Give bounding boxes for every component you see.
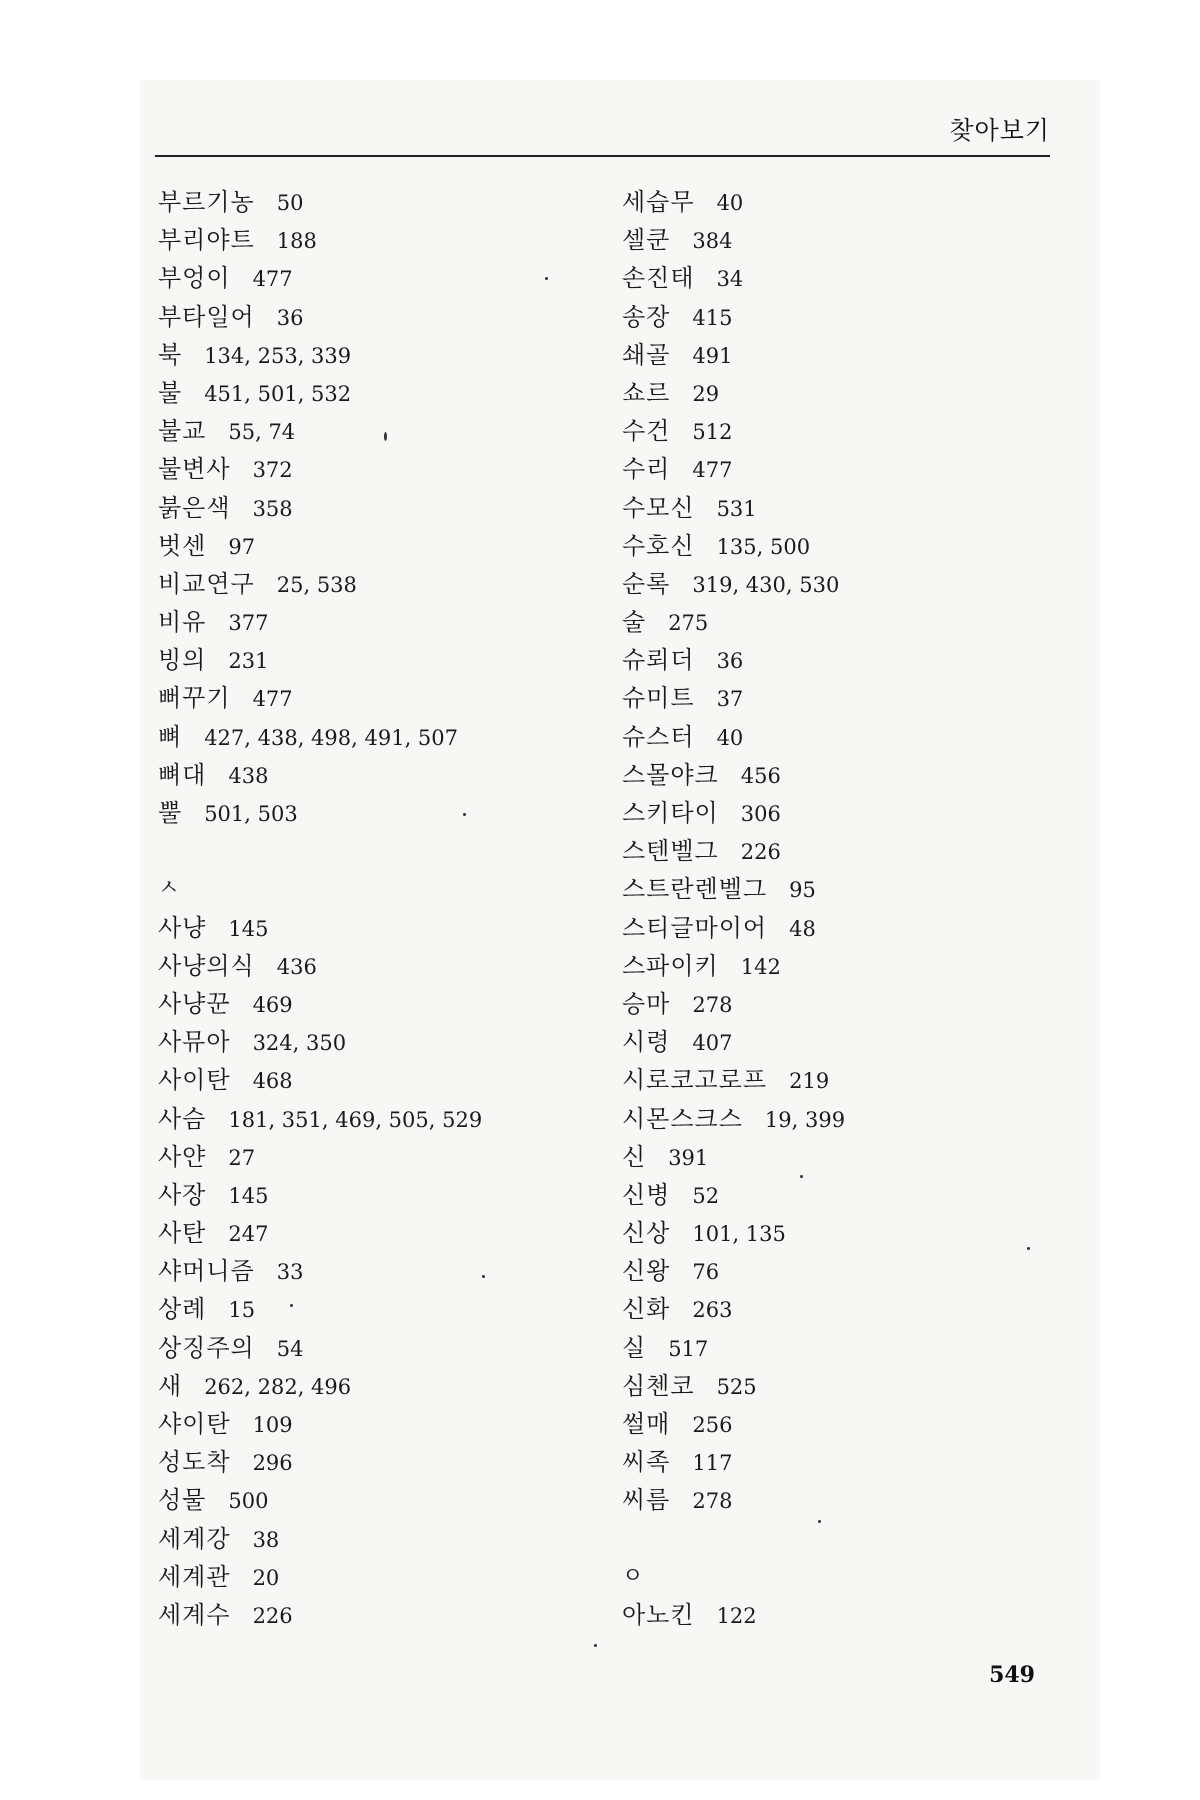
index-page-refs: 95: [789, 878, 816, 903]
index-term: 비유: [158, 608, 207, 637]
index-entry: [158, 1290, 608, 1328]
index-term: 상례: [158, 1295, 207, 1324]
index-page-refs: 517: [668, 1336, 709, 1361]
index-entry: [622, 1481, 1072, 1519]
index-entry: [158, 1367, 608, 1405]
index-page-refs: 358: [252, 496, 293, 521]
index-entry: [158, 1252, 608, 1290]
index-page-refs: 500: [228, 1489, 269, 1514]
index-entry: [622, 259, 1072, 297]
index-page-refs: 525: [716, 1374, 757, 1399]
index-term: 사뮤아: [158, 1028, 231, 1057]
index-term: 불변사: [158, 455, 231, 484]
index-term: 스파이키: [622, 951, 719, 980]
index-entry: [158, 221, 608, 259]
index-page-refs: 407: [692, 1031, 733, 1056]
index-page-refs: 117: [692, 1451, 733, 1476]
scan-speck: [463, 813, 466, 816]
index-entry: [158, 679, 608, 717]
index-entry: [622, 909, 1072, 947]
index-entry: [158, 298, 608, 336]
index-entry: [158, 1329, 608, 1367]
index-term: 세계관: [158, 1562, 231, 1591]
index-entry: [158, 947, 608, 985]
index-term: 시령: [622, 1028, 671, 1057]
index-term: 사냥꾼: [158, 989, 231, 1018]
index-term: 수모신: [622, 493, 695, 522]
index-term: 사얀: [158, 1142, 207, 1171]
index-page-refs: 275: [668, 611, 709, 636]
index-section-heading: [158, 870, 608, 908]
index-term: ㅅ: [158, 876, 181, 902]
index-term: 수건: [622, 417, 671, 446]
index-column-left: [158, 183, 608, 1634]
index-entry: [622, 450, 1072, 488]
index-page-refs: 40: [716, 725, 744, 750]
index-page-refs: 25, 538: [276, 572, 357, 597]
index-entry: [158, 1214, 608, 1252]
index-page-refs: 427, 438, 498, 491, 507: [204, 725, 459, 750]
scan-speck: [1027, 1247, 1030, 1250]
index-page-refs: 451, 501, 532: [204, 381, 352, 406]
index-term: 썰매: [622, 1410, 671, 1438]
index-term: 셀쿤: [622, 226, 671, 255]
index-entry: [158, 1023, 608, 1061]
index-entry: [622, 947, 1072, 985]
index-page-refs: 256: [692, 1413, 733, 1437]
index-term: 슈스터: [622, 722, 695, 751]
index-term: 사이탄: [158, 1066, 231, 1095]
index-term: 아노킨: [622, 1600, 695, 1629]
index-page-refs: 456: [740, 763, 781, 788]
index-page-refs: 377: [228, 611, 269, 636]
index-term: 붉은색: [158, 493, 231, 522]
index-entry: [158, 641, 608, 679]
index-page-refs: 491: [692, 343, 733, 368]
index-page-refs: 226: [740, 840, 781, 865]
index-page-refs: 33: [276, 1260, 304, 1285]
index-page-refs: 109: [252, 1413, 293, 1437]
index-term: 상징주의: [158, 1333, 255, 1362]
index-entry: [622, 794, 1072, 832]
index-entry: [622, 1290, 1072, 1328]
index-page-refs: 50: [276, 191, 304, 215]
index-entry: [622, 336, 1072, 374]
index-entry: [158, 183, 608, 221]
index-entry: [622, 679, 1072, 717]
index-term: 씨족: [622, 1448, 671, 1477]
index-entry: [158, 718, 608, 756]
index-page-refs: 372: [252, 458, 293, 483]
index-term: 사슴: [158, 1104, 207, 1133]
index-entry: [158, 1558, 608, 1596]
index-page-refs: 384: [692, 229, 733, 254]
index-term: 세계수: [158, 1600, 231, 1629]
index-term: 신상: [622, 1219, 671, 1248]
index-page-refs: 296: [252, 1451, 293, 1476]
index-term: 송장: [622, 302, 671, 331]
index-entry: [622, 1176, 1072, 1214]
index-entry: [158, 1138, 608, 1176]
index-entry: [158, 1596, 608, 1634]
index-entry: [158, 794, 608, 832]
index-page-refs: 324, 350: [252, 1031, 347, 1056]
index-term: 씨름: [622, 1486, 671, 1515]
index-page-refs: 391: [668, 1145, 709, 1170]
index-term: 부리야트: [158, 226, 255, 255]
index-page-refs: 135, 500: [716, 534, 811, 559]
index-entry: [158, 489, 608, 527]
index-page-refs: 263: [692, 1298, 733, 1323]
index-term: 불교: [158, 417, 207, 446]
index-term: 성도착: [158, 1448, 231, 1477]
index-page-refs: 188: [276, 229, 317, 254]
index-page-refs: 145: [228, 916, 269, 941]
index-term: 수호신: [622, 531, 695, 560]
index-term: 북: [158, 340, 183, 369]
index-entry: [622, 527, 1072, 565]
index-term: 슈미트: [622, 684, 695, 713]
index-term: 스몰야크: [622, 760, 719, 789]
index-page-refs: 278: [692, 992, 733, 1017]
index-entry: [158, 1443, 608, 1481]
index-term: 부엉이: [158, 264, 231, 293]
index-page-refs: 262, 282, 496: [204, 1374, 352, 1399]
index-page-refs: 37: [716, 687, 744, 712]
index-term: 사탄: [158, 1219, 207, 1248]
index-term: 실: [622, 1333, 647, 1362]
index-page-refs: 134, 253, 339: [204, 343, 352, 368]
index-entry: [158, 603, 608, 641]
index-term: 뻐꾸기: [158, 684, 231, 713]
index-page-refs: 145: [228, 1183, 269, 1208]
index-page-refs: 278: [692, 1489, 733, 1514]
index-page-refs: 19, 399: [764, 1107, 846, 1132]
index-page-refs: 501, 503: [204, 802, 298, 826]
index-page-refs: 306: [740, 802, 781, 826]
index-page-refs: 438: [228, 763, 269, 788]
index-page-refs: 55, 74: [228, 420, 296, 445]
index-term: 샤이탄: [158, 1410, 231, 1438]
index-term: 심첸코: [622, 1371, 695, 1400]
index-entry: [158, 412, 608, 450]
running-head-title: 찾아보기: [949, 116, 1050, 145]
index-entry: [622, 1405, 1072, 1443]
index-entry: [158, 1405, 608, 1443]
index-term: 불: [158, 378, 183, 407]
index-term: 수리: [622, 455, 671, 484]
index-page-refs: 247: [228, 1222, 269, 1247]
index-term: 뼈대: [158, 760, 207, 789]
index-page-refs: 48: [789, 916, 816, 941]
index-entry: [622, 183, 1072, 221]
index-entry: [622, 870, 1072, 908]
index-entry: [622, 1443, 1072, 1481]
index-term: 새: [158, 1371, 183, 1400]
index-entry: [622, 1367, 1072, 1405]
index-term: 쇼르: [622, 378, 671, 407]
index-term: 비교연구: [158, 569, 255, 598]
index-page-refs: 36: [276, 305, 304, 330]
index-term: 시로코고로프: [622, 1066, 768, 1095]
index-page-refs: 97: [228, 534, 256, 559]
index-entry: [158, 527, 608, 565]
index-page-refs: 36: [716, 649, 744, 674]
index-page-refs: 469: [252, 992, 293, 1017]
index-term: 손진태: [622, 264, 695, 293]
index-term: 신왕: [622, 1257, 671, 1286]
index-page-refs: 468: [252, 1069, 293, 1094]
index-entry: [622, 1100, 1072, 1138]
index-page-refs: 219: [789, 1069, 830, 1094]
index-entry: [158, 1176, 608, 1214]
index-page-refs: 531: [716, 496, 757, 521]
index-term: 스트란렌벨그: [622, 875, 768, 904]
index-entry: [158, 565, 608, 603]
index-page-refs: 76: [692, 1260, 720, 1285]
index-term: 신병: [622, 1180, 671, 1209]
index-term: ㅇ: [622, 1563, 645, 1589]
index-term: 신: [622, 1142, 647, 1171]
index-entry: [622, 221, 1072, 259]
scan-speck: [545, 277, 548, 280]
index-entry: [622, 756, 1072, 794]
index-page-refs: 15: [228, 1298, 256, 1323]
index-page-refs: 181, 351, 469, 505, 529: [228, 1107, 483, 1132]
index-entry: [158, 1100, 608, 1138]
index-entry: [622, 832, 1072, 870]
index-term: 쇄골: [622, 340, 671, 369]
index-entry: [622, 1023, 1072, 1061]
index-page-refs: 40: [716, 191, 744, 215]
section-spacer: [622, 1520, 1072, 1558]
index-term: 세습무: [622, 188, 695, 216]
index-page-refs: 20: [252, 1565, 280, 1590]
index-term: 스키타이: [622, 799, 719, 827]
index-entry: [158, 336, 608, 374]
index-section-heading: [622, 1558, 1072, 1596]
index-entry: [622, 985, 1072, 1023]
index-entry: [622, 1061, 1072, 1099]
index-page-refs: 512: [692, 420, 733, 445]
index-term: 술: [622, 608, 647, 637]
index-page-refs: 52: [692, 1183, 720, 1208]
index-entry: [622, 1252, 1072, 1290]
index-entry: [158, 374, 608, 412]
index-term: 스티글마이어: [622, 913, 768, 942]
index-term: 사냥의식: [158, 951, 255, 980]
index-page-refs: 477: [252, 687, 293, 712]
index-entry: [622, 1329, 1072, 1367]
index-term: 순록: [622, 569, 671, 598]
index-page-refs: 54: [276, 1336, 304, 1361]
index-entry: [622, 1214, 1072, 1252]
index-page-refs: 34: [716, 267, 744, 292]
index-term: 사냥: [158, 913, 207, 942]
index-entry: [622, 1596, 1072, 1634]
index-entry: [158, 1520, 608, 1558]
index-page-refs: 477: [692, 458, 733, 483]
index-page-refs: 319, 430, 530: [692, 572, 840, 597]
index-term: 시몬스크스: [622, 1104, 743, 1133]
index-term: 승마: [622, 989, 671, 1018]
index-page-refs: 436: [276, 954, 317, 979]
scan-speck: [800, 1175, 803, 1178]
index-term: 빙의: [158, 646, 207, 675]
index-entry: [622, 489, 1072, 527]
index-page-refs: 27: [228, 1145, 256, 1170]
index-term: 사장: [158, 1180, 207, 1209]
index-entry: [158, 1061, 608, 1099]
index-page-refs: 415: [692, 305, 733, 330]
index-page-refs: 231: [228, 649, 269, 674]
index-entry: [158, 985, 608, 1023]
scan-speck: [594, 1644, 597, 1647]
index-term: 벗센: [158, 531, 207, 560]
index-entry: [158, 909, 608, 947]
index-term: 뿔: [158, 799, 183, 827]
index-term: 부르기농: [158, 188, 255, 216]
scan-speck: [818, 1520, 821, 1523]
index-page-refs: 226: [252, 1603, 293, 1628]
index-page-refs: 101, 135: [692, 1222, 786, 1247]
index-term: 신화: [622, 1295, 671, 1324]
index-column-right: [622, 183, 1072, 1634]
index-term: 스텐벨그: [622, 837, 719, 866]
page-header: [155, 95, 1050, 157]
index-entry: [622, 412, 1072, 450]
index-entry: [622, 603, 1072, 641]
index-page-refs: 29: [692, 381, 720, 406]
index-entry: [158, 1481, 608, 1519]
index-entry: [158, 756, 608, 794]
index-term: 성물: [158, 1486, 207, 1515]
index-entry: [622, 374, 1072, 412]
index-page-refs: 477: [252, 267, 293, 292]
section-spacer: [158, 832, 608, 870]
index-term: 샤머니즘: [158, 1257, 255, 1286]
index-term: 부타일어: [158, 302, 255, 331]
scan-speck: [482, 1275, 485, 1278]
index-entry: [158, 450, 608, 488]
index-entry: [622, 1138, 1072, 1176]
scan-speck: [290, 1304, 293, 1307]
index-entry: [622, 718, 1072, 756]
index-page-refs: 38: [252, 1527, 280, 1552]
index-entry: [622, 298, 1072, 336]
index-page-refs: 142: [740, 954, 781, 979]
scan-speck: [384, 432, 387, 441]
index-entry: [158, 259, 608, 297]
index-term: 슈뢰더: [622, 646, 695, 675]
page-number: 549: [989, 1662, 1035, 1688]
index-page-refs: 122: [716, 1603, 757, 1628]
index-term: 세계강: [158, 1524, 231, 1553]
index-entry: [622, 565, 1072, 603]
index-entry: [622, 641, 1072, 679]
index-term: 뼈: [158, 722, 183, 751]
